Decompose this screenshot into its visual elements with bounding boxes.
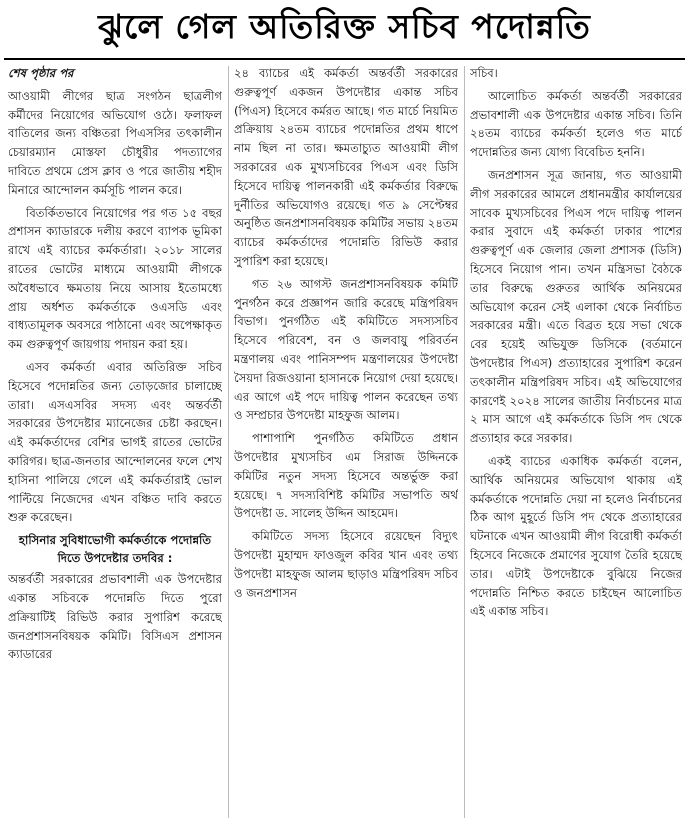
headline-rule <box>4 58 685 60</box>
headline: ঝুলে গেল অতিরিক্ত সচিব পদোন্নতি <box>98 7 591 46</box>
paragraph: আওয়ামী লীগের ছাত্র সংগঠন ছাত্রলীগ কর্মীদের নিয়োগের অভিযোগ ওঠে। ফলাফল বাতিলের জন্য বঞ্চিতরা পিএসসির তৎকালীন চেয়ারম্যান মোস্তফা চৌধুরীর পদত্যাগের দাবিতে প্রথমে প্রেস ক্লাব ও পরে জাতীয় শহীদ মিনারে আন্দোলন কর্মসূচি পালন করে। <box>8 88 222 197</box>
column-3 <box>470 64 682 824</box>
kicker-line <box>8 64 222 83</box>
paragraph: জনপ্রশাসন সূত্র জানায়, গত আওয়ামী লীগ সরকারের আমলে প্রধানমন্ত্রীর কার্যালয়ের সাবেক মুখ্যসচিবের পিএস পদে দায়িত্ব পালন করার সুবাদে এই কর্মকর্তা ঢাকার পাশের গুরুত্বপূর্ণ এক জেলার জেলা প্রশাসক (ডিসি) হিসেবে নিয়োগ পান। তখন মন্ত্রিসভা বৈঠকে তার বিরুদ্ধে গুরুতর আর্থিক অনিয়মের অভিযোগ করেন সেই এলাকা থেকে নির্বাচিত সরকারের মন্ত্রী। এতে বিব্রত হয়ে সভা থেকে বের হয়েই অভিযুক্ত ডিসিকে (বর্তমানে উপদেষ্টার পিএস) প্রত্যাহারের সুপারিশ করেন তৎকালীন মন্ত্রিপরিষদ সচিব। এই অভিযোগের কারণেই ২০২৪ সালের জাতীয় নির্বাচনের মাত্র ২ মাস আগে এই কর্মকর্তাকে ডিসি পদ থেকে প্রত্যাহার করে সরকার। <box>470 167 682 446</box>
paragraph: কমিটিতে সদস্য হিসেবে রয়েছেন বিদ্যুৎ উপদেষ্টা মুহাম্মদ ফাওজুল কবির খান এবং তথ্য উপদেষ্টা মাহফুজ আলম ছাড়াও মন্ত্রিপরিষদ সচিব ও জনপ্রশাসন <box>234 529 458 600</box>
column-divider <box>228 66 229 818</box>
paragraph: সচিব। <box>470 66 498 80</box>
paragraph: বিতর্কিতভাবে নিয়োগের পর গত ১৫ বছর প্রশাসন ক্যাডারকে দলীয় করণে ব্যাপক ভূমিকা রাখে এই ব্যাচের কর্মকর্তারা। ২০১৮ সালের রাতের ভোটের মাধ্যমে আওয়ামী লীগকে অবৈধভাবে ক্ষমতায় নিয়ে আসায় ইতোমধ্যে প্রায় অর্ধশত কর্মকর্তাকে ওএসডি এবং বাধ্যতামূলক অবসরে পাঠানো এবং অপেক্ষাকৃত কম গুরুত্বপূর্ণ জায়গায় পদায়ন করা হয়। <box>8 205 222 352</box>
paragraph: একই ব্যাচের একাধিক কর্মকর্তা বলেন, আর্থিক অনিয়মের অভিযোগ থাকায় এই কর্মকর্তাকে পদোন্নতি দেয়া না হলেও নির্বাচনের ঠিক আগ মুহূর্তে ডিসি পদ থেকে প্রত্যাহারের ঘটনাকে এখন আওয়ামী লীগ বিরোধী কর্মকর্তা হিসেবে নিজেকে প্রমাণের সুযোগ তৈরি হয়েছে তার। এটাই উপদেষ্টাকে বুঝিয়ে নিজের পদোন্নতি নিশ্চিত করতে চাইছেন আলোচিত এই একান্ত সচিব। <box>470 453 682 619</box>
kicker: শেষ পৃষ্ঠার পর <box>8 66 74 80</box>
paragraph: এসব কর্মকর্তা এবার অতিরিক্ত সচিব হিসেবে পদোন্নতির জন্য তোড়জোর চালাচ্ছে তারা। এসএসবির সদস্য এবং অন্তর্বর্তী সরকারের উপদেষ্টার ম্যানেজের চেষ্টা করছেন। এই কর্মকর্তাদের বেশির ভাগই রাতের ভোটের কারিগর। ছাত্র-জনতার আন্দোলনের ফলে শেখ হাসিনা পালিয়ে গেলে এই কর্মকর্তারাই ভোল পাল্টিয়ে নিজেদের এখন বঞ্চিত দাবি করতে শুরু করেছেন। <box>8 359 222 525</box>
column-2 <box>234 64 458 824</box>
paragraph: পাশাপাশি পুনর্গঠিত কমিটিতে প্রধান উপদেষ্টার মুখ্যসচিব এম সিরাজ উদ্দিনকে কমিটির নতুন সদস্য হিসেবে অন্তর্ভুক্ত করা হয়েছে। ৭ সদস্যবিশিষ্ট কমিটির সভাপতি অর্থ উপদেষ্টা ড. সালেহ উদ্দিন আহমেদ। <box>234 431 458 521</box>
paragraph: অন্তর্বর্তী সরকারের প্রভাবশালী এক উপদেষ্টার একান্ত সচিবকে পদোন্নতি দিতে পুরো প্রক্রিয়াটিই রিভিউ করার সুপারিশ করেছে জনপ্রশাসনবিষয়ক কমিটি। বিসিএস প্রশাসন ক্যাডারের <box>8 572 222 662</box>
column-divider <box>464 66 465 818</box>
subheading: হাসিনার সুবিধাভোগী কর্মকর্তাকে পদোন্নতি দিতে উপদেষ্টার তদবির : <box>18 533 212 566</box>
paragraph: ২৪ ব্যাচের এই কর্মকর্তা অন্তর্বর্তী সরকারের গুরুত্বপূর্ণ একজন উপদেষ্টার একান্ত সচিব (পিএস) হিসেবে কর্মরত আছে। গত মার্চে নিয়মিত প্রক্রিয়ায় ২৪তম ব্যাচের পদোন্নতির প্রথম ধাপে নাম ছিল না তার। ক্ষমতাচ্যুত আওয়ামী লীগ সরকারের এক মুখ্যসচিবের পিএস এবং ডিসি হিসেবে দায়িত্ব পালনকারী এই কর্মকর্তার বিরুদ্ধে দুর্নীতির অভিযোগও রয়েছে। গত ৯ সেপ্টেম্বর অনুষ্ঠিত জনপ্রশাসনবিষয়ক কমিটির সভায় ২৪তম ব্যাচের কর্মকর্তাদের পদোন্নতি রিভিউ করার সুপারিশ করা হয়েছে। <box>234 66 458 268</box>
paragraph: গত ২৬ আগস্ট জনপ্রশাসনবিষয়ক কমিটি পুনর্গঠন করে প্রজ্ঞাপন জারি করেছে মন্ত্রিপরিষদ বিভাগ। পুনর্গঠিত এই কমিটিতে সদস্যসচিব হিসেবে পরিবেশ, বন ও জলবায়ু পরিবর্তন মন্ত্রণালয় এবং পানিসম্পদ মন্ত্রণালয়ের উপদেষ্টা সৈয়দা রিজওয়ানা হাসানকে নিয়োগ দেয়া হয়েছে। এর আগে এই পদে দায়িত্ব পালন করেছেন তথ্য ও সম্প্রচার উপদেষ্টা মাহফুজ আলম। <box>234 276 458 423</box>
column-1 <box>8 64 222 824</box>
paragraph: আলোচিত কর্মকর্তা অন্তর্বর্তী সরকারের প্রভাবশালী এক উপদেষ্টার একান্ত সচিব। তিনি ২৪তম ব্যাচের কর্মকর্তা হলেও গত মার্চে পদোন্নতির জন্য যোগ্য বিবেচিত হননি। <box>470 88 682 160</box>
